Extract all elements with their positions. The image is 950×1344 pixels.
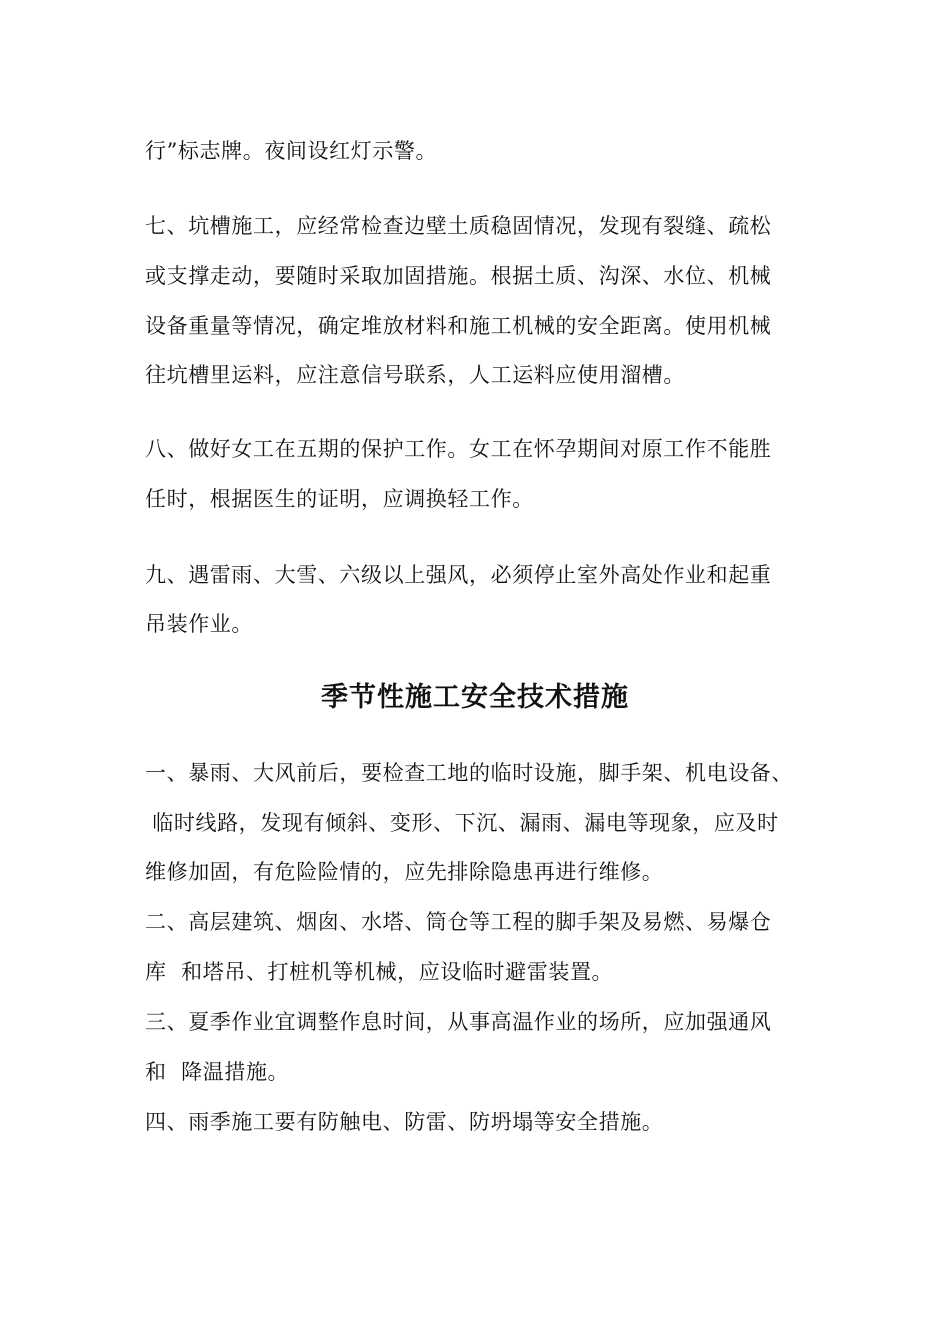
item-7-line-2: 或支撑走动，要随时采取加固措施。根据土质、沟深、水位、机械 [145, 264, 772, 288]
item-1-line-1: 一、暴雨、大风前后，要检查工地的临时设施，脚手架、机电设备、 [145, 761, 793, 785]
paragraph-line: 行”标志牌。夜间设红灯示警。 [145, 139, 438, 163]
item-4-line-1: 四、雨季施工要有防触电、防雷、防坍塌等安全措施。 [145, 1110, 664, 1134]
item-3-line-1: 三、夏季作业宜调整作息时间，从事高温作业的场所，应加强通风 [145, 1010, 772, 1034]
item-7-line-1: 七、坑槽施工，应经常检查边壁土质稳固情况，发现有裂缝、疏松 [145, 214, 772, 238]
item-3-line-2: 和 降温措施。 [145, 1060, 290, 1084]
item-7-line-4: 往坑槽里运料，应注意信号联系，人工运料应使用溜槽。 [145, 363, 685, 387]
item-1-line-2: 临时线路，发现有倾斜、变形、下沉、漏雨、漏电等现象，应及时 [145, 811, 779, 835]
item-9-line-2: 吊装作业。 [145, 612, 253, 636]
section-title: 季节性施工安全技术措施 [321, 682, 629, 713]
item-9-line-1: 九、遇雷雨、大雪、六级以上强风，必须停止室外高处作业和起重 [145, 563, 772, 587]
item-7-line-3: 设备重量等情况，确定堆放材料和施工机械的安全距离。使用机械 [145, 314, 772, 338]
item-8-line-1: 八、做好女工在五期的保护工作。女工在怀孕期间对原工作不能胜 [145, 437, 772, 461]
item-8-line-2: 任时，根据医生的证明，应调换轻工作。 [145, 487, 534, 511]
item-2-line-1: 二、高层建筑、烟囱、水塔、筒仓等工程的脚手架及易燃、易爆仓 [145, 910, 772, 934]
item-2-line-2: 库 和塔吊、打桩机等机械，应设临时避雷装置。 [145, 960, 614, 984]
item-1-line-3: 维修加固，有危险险情的，应先排除隐患再进行维修。 [145, 860, 664, 884]
